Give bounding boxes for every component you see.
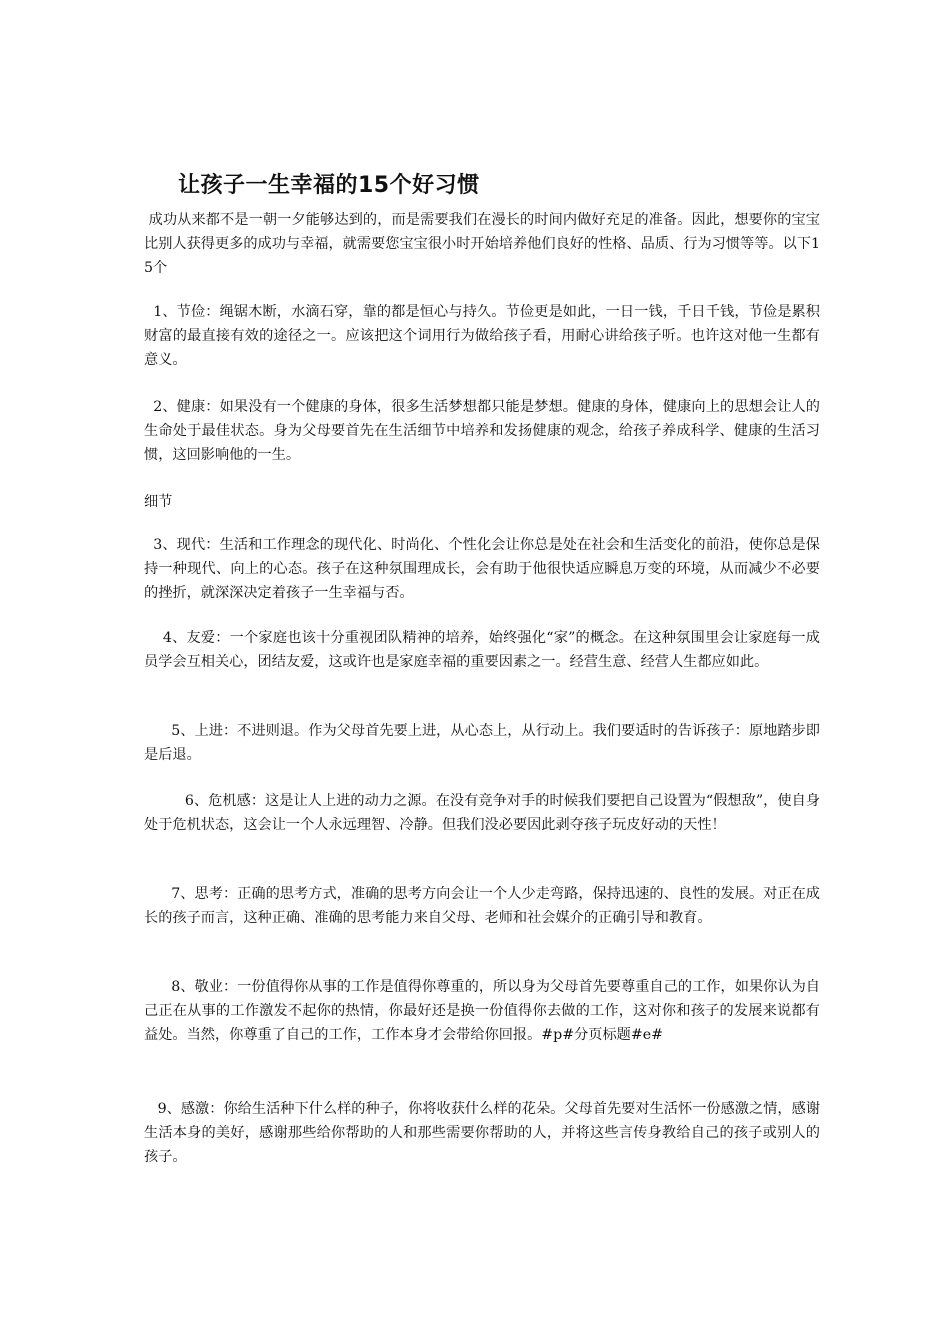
- paragraph-habit-7: 7、思考：正确的思考方式，准确的思考方向会让一个人少走弯路，保持迅速的、良性的发展。对正在成长的孩子而言，这种正确、准确的思考能力来自父母、老师和社会媒介的正确引导和教育。: [144, 886, 820, 926]
- intro-paragraph: 成功从来都不是一朝一夕能够达到的，而是需要我们在漫长的时间内做好充足的准备。因此，想要你的宝宝比别人获得更多的成功与幸福，就需要您宝宝很小时开始培养他们良好的性格、品质、行为习惯等等。以下15个: [144, 212, 820, 276]
- paragraph-habit-9: 9、感激：你给生活种下什么样的种子，你将收获什么样的花朵。父母首先要对生活怀一份感激之情，感谢生活本身的美好，感谢那些给你帮助的人和那些需要你帮助的人，并将这些言传身教给自己的孩子或别人的孩子。: [144, 1101, 821, 1165]
- paragraph-habit-1: 1、节俭：绳锯木断，水滴石穿，靠的都是恒心与持久。节俭更是如此，一日一钱，千日千钱，节俭是累积财富的最直接有效的途径之一。应该把这个词用行为做给孩子看，用耐心讲给孩子听。也许这对他一生都有意义。: [144, 304, 820, 368]
- document-title: 让孩子一生幸福的15个好习惯: [178, 173, 480, 198]
- paragraph-note: 细节: [144, 494, 173, 510]
- paragraph-habit-8: 8、敬业：一份值得你从事的工作是值得你尊重的，所以身为父母首先要尊重自己的工作，如果你认为自己正在从事的工作激发不起你的热情，你最好还是换一份值得你去做的工作，这对你和孩子的发展来说都有益处。当然，你尊重了自己的工作，工作本身才会带给你回报。#p#分页标题#e#: [144, 979, 820, 1043]
- paragraph-habit-4: 4、友爱：一个家庭也该十分重视团队精神的培养，始终强化“家”的概念。在这种氛围里会让家庭每一成员学会互相关心，团结友爱，这或许也是家庭幸福的重要因素之一。经营生意、经营人生都应如此。: [144, 630, 820, 670]
- paragraph-habit-5: 5、上进：不进则退。作为父母首先要上进，从心态上，从行动上。我们要适时的告诉孩子：原地踏步即是后退。: [144, 723, 820, 763]
- paragraph-habit-2: 2、健康：如果没有一个健康的身体，很多生活梦想都只能是梦想。健康的身体，健康向上的思想会让人的生命处于最佳状态。身为父母要首先在生活细节中培养和发扬健康的观念，给孩子养成科学、健康的生活习惯，这回影响他的一生。: [144, 399, 820, 463]
- paragraph-habit-6: 6、危机感：这是让人上进的动力之源。在没有竞争对手的时候我们要把自己设置为“假想敌”，使自身处于危机状态，这会让一个人永远理智、冷静。但我们没必要因此剥夺孩子玩皮好动的天性！: [144, 793, 820, 833]
- paragraph-habit-3: 3、现代：生活和工作理念的现代化、时尚化、个性化会让你总是处在社会和生活变化的前沿，使你总是保持一种现代、向上的心态。孩子在这种氛围理成长，会有助于他很快适应瞬息万变的环境，从而减少不必要的挫折，就深深决定着孩子一生幸福与否。: [144, 537, 820, 601]
